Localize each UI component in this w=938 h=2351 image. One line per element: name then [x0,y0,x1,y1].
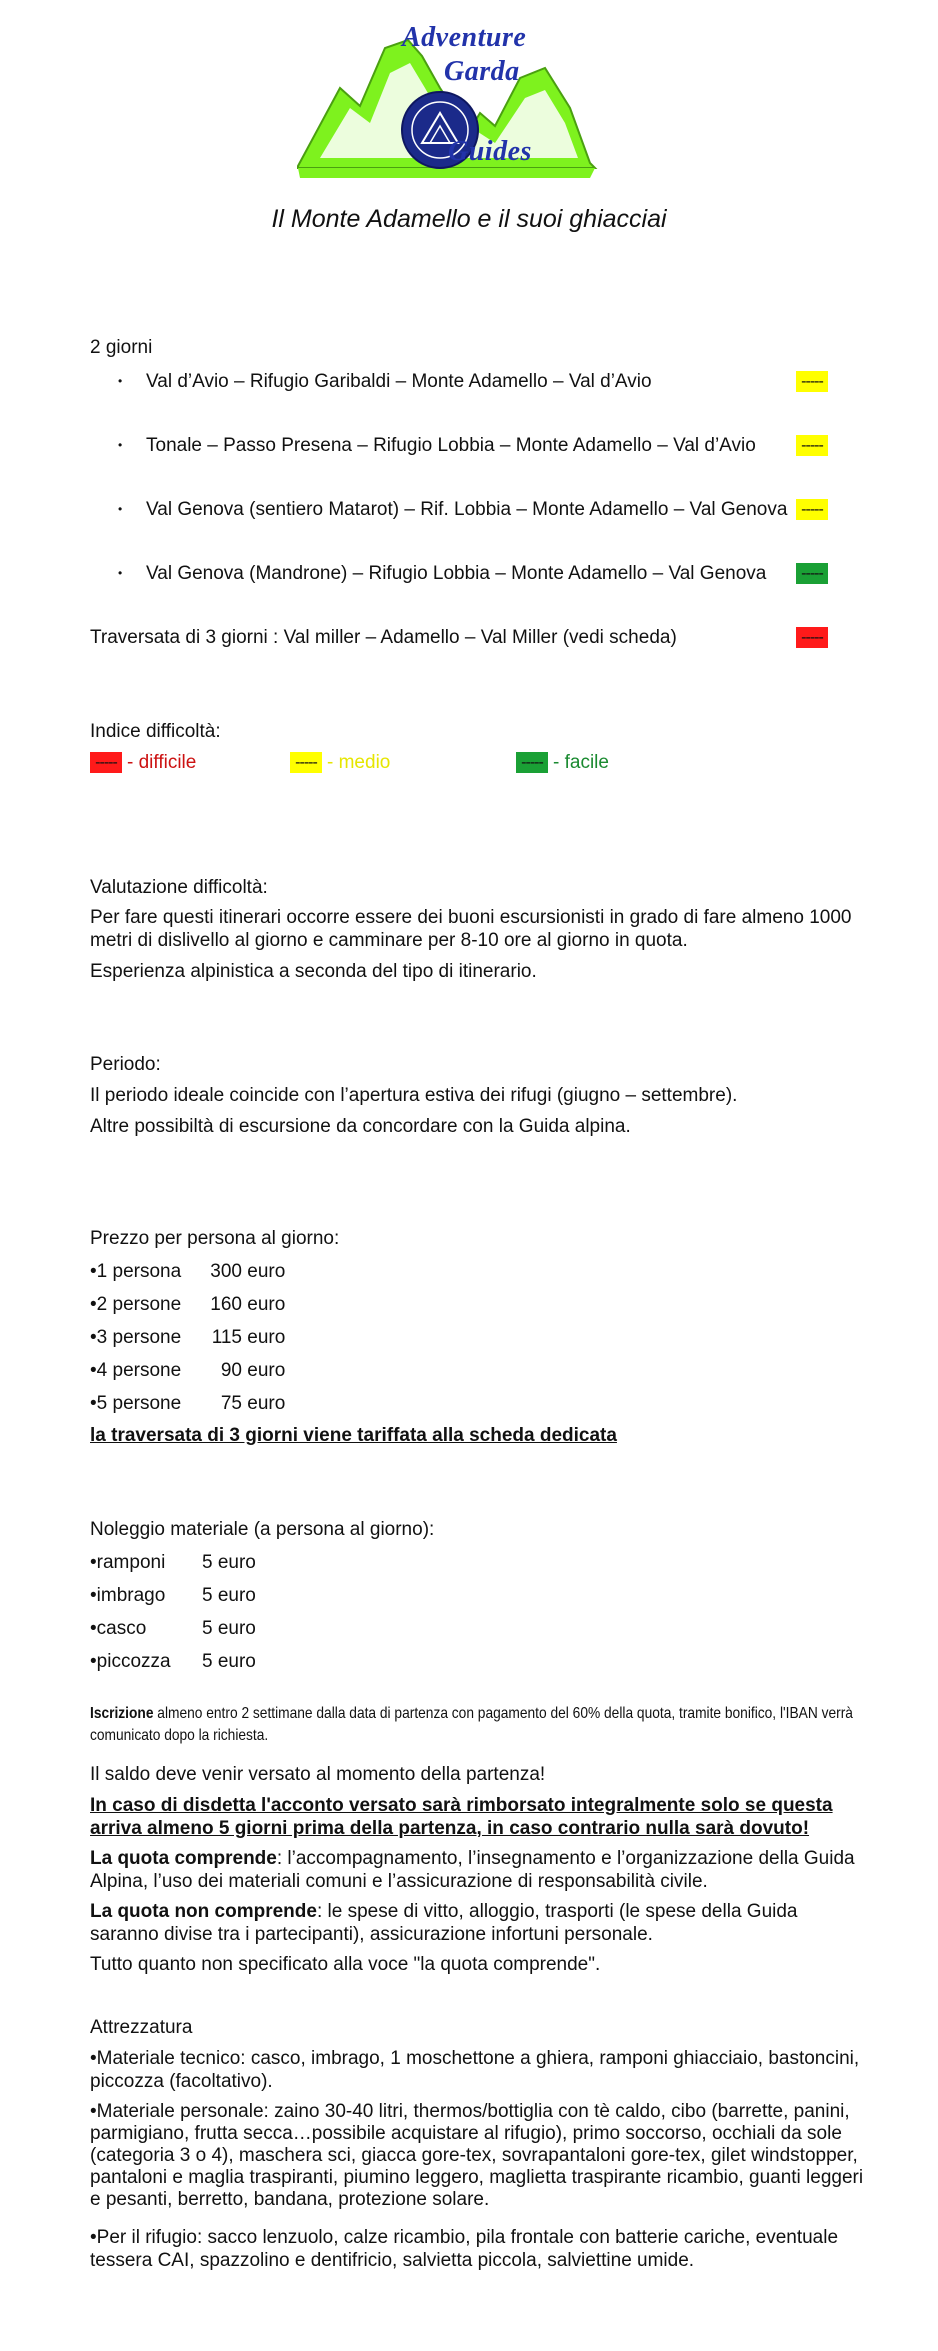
equipment-technical: •Materiale tecnico: casco, imbrago, 1 moschettone a ghiera, ramponi ghiacciaio, bastoncini, piccozza (facoltativo). [90,2048,860,2092]
difficulty-chip-easy: ----- [796,563,828,584]
equipment-personal: •Materiale personale: zaino 30-40 litri, thermos/bottiglia con tè caldo, cibo (barrette, panini, parmigiano, frutta secca…possibile acquistare al rifugio), primo soccorso, occhiali da sole (categoria 3 o 4), maschera sci, giacca gore-tex, sovrapantaloni gore-tex, gilet windstopper, pantaloni e maglia traspiranti, piumino leggero, maglietta traspirante ricambio, guanti leggeri e pesanti, berretto, bandana, protezione solare. [90,2101,864,2210]
price-people: •3 persone [90,1327,182,1348]
rental-heading: Noleggio materiale (a persona al giorno): [90,1519,435,1540]
price-people: •4 persone [90,1360,182,1381]
other-excluded: Tutto quanto non specificato alla voce "la quota comprende". [90,1954,601,1975]
difficulty-chip-hard: ----- [796,627,828,648]
booking-label: Iscrizione [90,1705,154,1722]
difficulty-chip-medium: ----- [796,435,828,456]
rental-item: •piccozza [90,1651,171,1672]
adventure-garda-guides-logo [290,18,610,183]
route-item-4: Val Genova (Mandrone) – Rifugio Lobbia – Monte Adamello – Val Genova [146,563,767,584]
price-people: •5 persone [90,1393,182,1414]
price-unit: euro [247,1261,286,1282]
price-heading: Prezzo per persona al giorno: [90,1228,340,1249]
legend-label-hard: - difficile [127,752,197,773]
page-title: Il Monte Adamello e il suoi ghiacciai [271,205,667,233]
rental-item: •imbrago [90,1585,166,1606]
rental-row [90,1584,256,1607]
price-unit: euro [247,1327,286,1348]
route-item-3: Val Genova (sentiero Matarot) – Rif. Lobbia – Monte Adamello – Val Genova [146,499,788,520]
route-item-1: Val d’Avio – Rifugio Garibaldi – Monte Adamello – Val d’Avio [146,371,652,392]
logo-word-garda: Garda [444,56,520,87]
price-unit: euro [247,1360,286,1381]
rental-price: 5 euro [202,1618,256,1639]
difficulty-chip-medium: ----- [796,499,828,520]
period-heading: Periodo: [90,1054,161,1075]
rental-price: 5 euro [202,1585,256,1606]
bullet: • [118,438,123,452]
price-row [90,1359,285,1382]
price-unit: euro [247,1294,286,1315]
traverse-route: Traversata di 3 giorni : Val miller – Adamello – Val Miller (vedi scheda) [90,627,677,648]
legend-chip-medium: ----- [290,752,322,773]
rental-item: •casco [90,1618,147,1639]
traverse-price-note: la traversata di 3 giorni viene tariffata alla scheda dedicata [90,1425,617,1446]
route-item-2: Tonale – Passo Presena – Rifugio Lobbia – Monte Adamello – Val d’Avio [146,435,756,456]
quota-includes [90,1847,870,1893]
bullet: • [118,502,123,516]
legend-label-medium: - medio [327,752,391,773]
price-value: 75 [220,1393,242,1414]
period-other-text: Altre possibiltà di escursione da concordare con la Guida alpina. [90,1116,631,1137]
period-text: Il periodo ideale coincide con l’apertura estiva dei rifugi (giugno – settembre). [90,1085,738,1106]
experience-text: Esperienza alpinistica a seconda del tipo di itinerario. [90,961,537,982]
quota-includes-text: : l’accompagnamento, l’insegnamento e l’organizzazione della Guida Alpina, l’uso dei materiali comuni e l’assicurazione di responsabilità civile. [90,1848,855,1892]
price-value: 115 [211,1327,242,1348]
equipment-hut: •Per il rifugio: sacco lenzuolo, calze ricambio, pila frontale con batterie cariche, eventuale tessera CAI, spazzolino e dentifricio, salvietta piccola, salviettine umide. [90,2227,839,2271]
bullet: • [118,374,123,388]
price-people: •2 persone [90,1294,182,1315]
price-people: •1 persona [90,1261,182,1282]
legend-chip-hard: ----- [90,752,122,773]
rental-price: 5 euro [202,1651,256,1672]
rental-row [90,1617,256,1640]
duration-label: 2 giorni [90,337,153,358]
rental-price: 5 euro [202,1552,256,1573]
price-unit: euro [247,1393,286,1414]
quota-includes-label: La quota comprende [90,1848,277,1869]
quota-excludes-text: : le spese di vitto, alloggio, trasporti (le spese della Guida saranno divise tra i partecipanti), assicurazione infortuni personale. [90,1901,798,1945]
price-value: 300 [210,1261,242,1282]
difficulty-text: Per fare questi itinerari occorre essere dei buoni escursionisti in grado di fare almeno 1000 metri di dislivello al giorno e camminare per 8-10 ore al giorno in quota. [90,907,852,951]
booking-details: almeno entro 2 settimane dalla data di partenza con pagamento del 60% della quota, tramite bonifico, l'IBAN verrà comunicato dopo la richiesta. [90,1705,853,1744]
legend-label-easy: - facile [553,752,609,773]
booking-text [90,1703,868,1747]
legend-chip-easy: ----- [516,752,548,773]
price-row [90,1260,285,1283]
quota-excludes-label: La quota non comprende [90,1901,317,1922]
difficulty-heading: Valutazione difficoltà: [90,877,268,898]
balance-text: Il saldo deve venir versato al momento della partenza! [90,1764,546,1785]
price-row [90,1293,285,1316]
rental-row [90,1650,256,1673]
rental-item: •ramponi [90,1552,166,1573]
difficulty-chip-medium: ----- [796,371,828,392]
price-row [90,1392,285,1415]
rental-row [90,1551,256,1574]
cancellation-policy: In caso di disdetta l'acconto versato sarà rimborsato integralmente solo se questa arriva almeno 5 giorni prima della partenza, in caso contrario nulla sarà dovuto! [90,1795,833,1839]
quota-excludes [90,1900,870,1946]
equipment-heading: Attrezzatura [90,2017,193,2038]
legend-heading: Indice difficoltà: [90,721,221,742]
price-value: 160 [210,1294,242,1315]
logo-word-adventure: Adventure [402,22,527,53]
price-value: 90 [220,1360,242,1381]
bullet: • [118,566,123,580]
price-row [90,1326,285,1349]
logo-word-guides: Guides [448,136,532,167]
